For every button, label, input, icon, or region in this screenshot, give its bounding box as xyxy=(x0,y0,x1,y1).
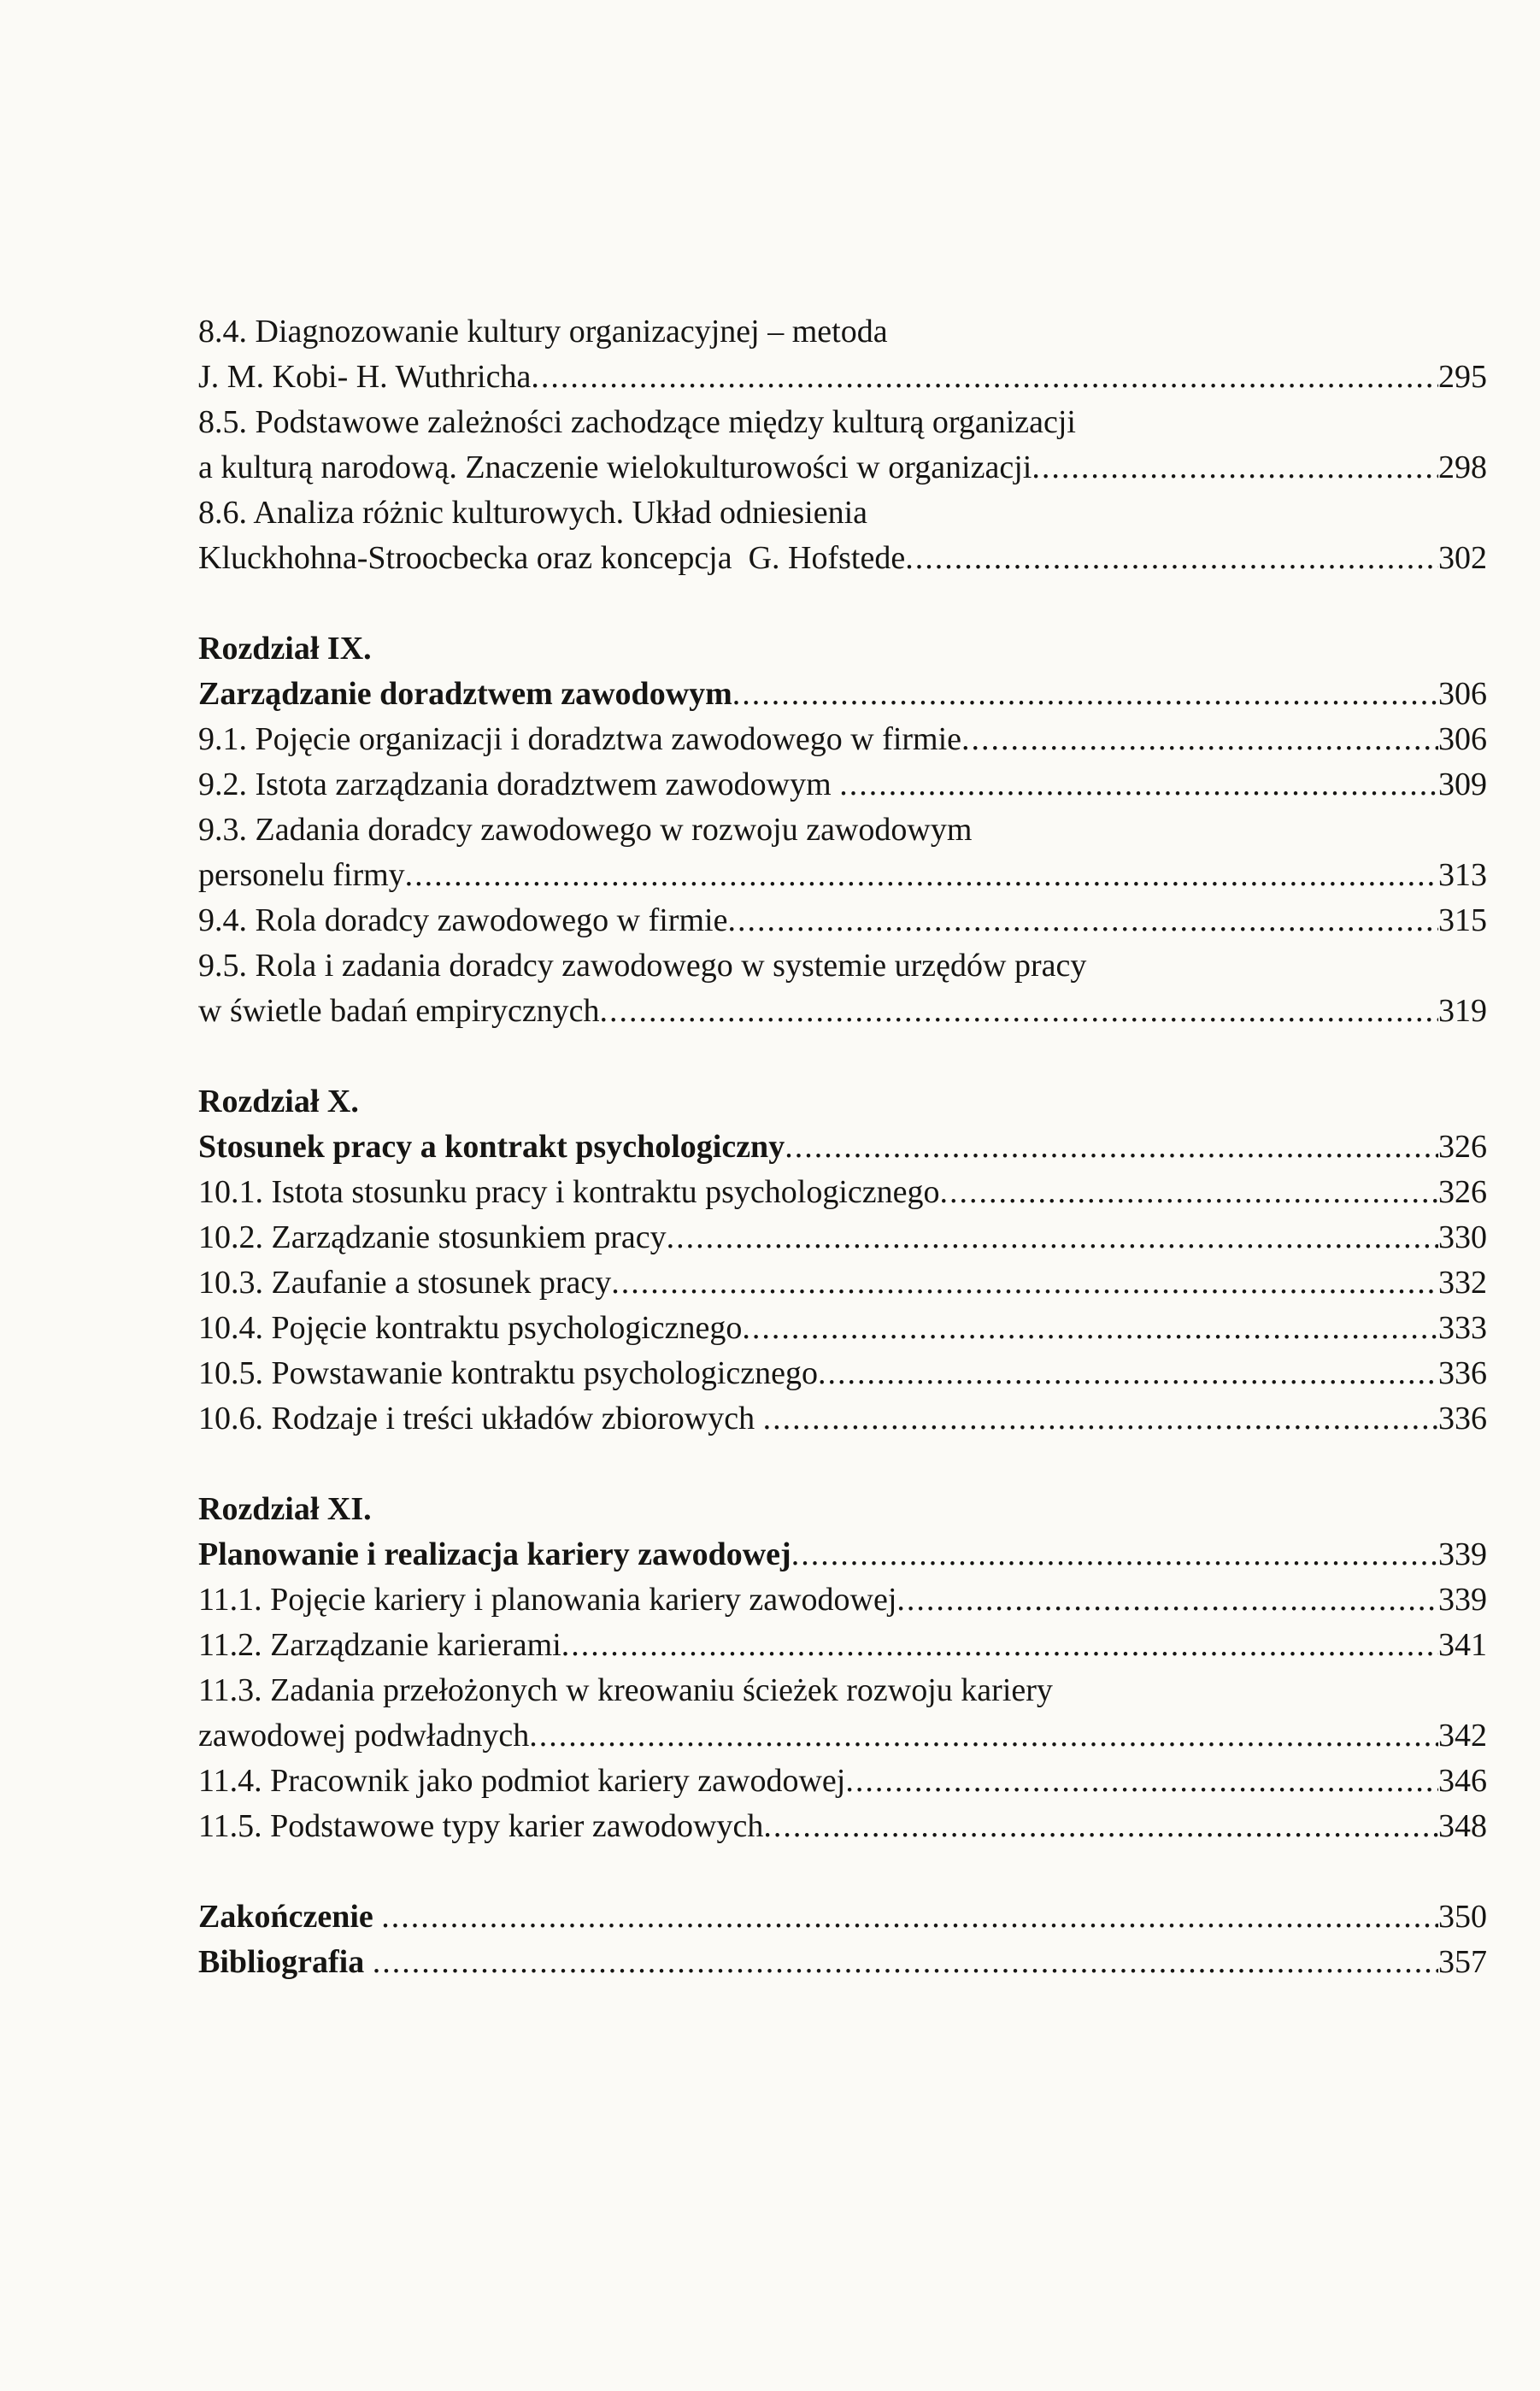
toc-line xyxy=(198,1260,1487,1306)
page-number: 306 xyxy=(1438,721,1487,757)
page-number: 313 xyxy=(1438,857,1487,893)
dot-leader xyxy=(940,1170,1438,1215)
dot-leader xyxy=(381,1895,1438,1940)
page-number: 346 xyxy=(1438,1763,1487,1799)
dot-leader xyxy=(961,717,1438,762)
toc-line xyxy=(198,1170,1487,1215)
toc-line xyxy=(198,1396,1487,1442)
toc-entry-text: Rozdział XI. xyxy=(198,1491,372,1527)
page-number: 350 xyxy=(1438,1899,1487,1935)
toc-entry-text: 10.3. Zaufanie a stosunek pracy xyxy=(198,1265,612,1301)
dot-leader xyxy=(818,1351,1438,1396)
dot-leader xyxy=(373,1940,1438,1985)
page-number: 341 xyxy=(1438,1627,1487,1663)
toc-entry-text: w świetle badań empirycznych xyxy=(198,993,600,1029)
toc-line xyxy=(198,1713,1487,1759)
page-number: 339 xyxy=(1438,1536,1487,1572)
dot-leader xyxy=(763,1804,1438,1849)
toc-line xyxy=(198,1804,1487,1849)
toc-line xyxy=(198,355,1487,400)
toc-entry-text: 10.2. Zarządzanie stosunkiem pracy xyxy=(198,1219,667,1255)
dot-leader xyxy=(791,1532,1438,1577)
dot-leader xyxy=(742,1306,1438,1351)
page-number: 333 xyxy=(1438,1310,1487,1346)
toc-entry-text: 10.4. Pojęcie kontraktu psychologicznego xyxy=(198,1310,743,1346)
page-number: 332 xyxy=(1438,1265,1487,1301)
page-number: 298 xyxy=(1438,449,1487,485)
dot-leader xyxy=(839,762,1438,808)
toc-entry-text: Stosunek pracy a kontrakt psychologiczny xyxy=(198,1129,785,1165)
toc-entry-text: Zakończenie xyxy=(198,1899,382,1935)
toc-entry-text: 11.1. Pojęcie kariery i planowania kariery zawodowej xyxy=(198,1582,897,1618)
page-number: 326 xyxy=(1438,1174,1487,1210)
dot-leader xyxy=(667,1215,1438,1260)
dot-leader xyxy=(727,898,1438,943)
toc-line xyxy=(198,1895,1487,1940)
toc-line xyxy=(198,672,1487,717)
page-number: 326 xyxy=(1438,1129,1487,1165)
dot-leader xyxy=(531,355,1438,400)
dot-leader xyxy=(845,1759,1438,1804)
page-number: 315 xyxy=(1438,902,1487,938)
dot-leader xyxy=(785,1125,1438,1170)
dot-leader xyxy=(405,853,1438,898)
toc-line xyxy=(198,989,1487,1034)
toc-line xyxy=(198,1125,1487,1170)
page-number: 302 xyxy=(1438,540,1487,576)
dot-leader xyxy=(905,536,1438,581)
toc-line xyxy=(198,1306,1487,1351)
toc-line xyxy=(198,445,1487,491)
toc-line xyxy=(198,1487,1487,1532)
toc-line xyxy=(198,536,1487,581)
toc-entry-text: 11.3. Zadania przełożonych w kreowaniu ścieżek rozwoju kariery xyxy=(198,1672,1053,1708)
toc-entry-text: personelu firmy xyxy=(198,857,405,893)
page-number: 330 xyxy=(1438,1219,1487,1255)
toc-entry-text: 9.2. Istota zarządzania doradztwem zawodowym xyxy=(198,767,840,802)
dot-leader xyxy=(732,672,1438,717)
toc-entry-text: Rozdział IX. xyxy=(198,631,372,667)
toc-line xyxy=(198,1215,1487,1260)
toc-entry-text: zawodowej podwładnych xyxy=(198,1718,530,1754)
toc-line xyxy=(198,853,1487,898)
toc-entry-text: 9.3. Zadania doradcy zawodowego w rozwoju zawodowym xyxy=(198,812,973,848)
toc-line xyxy=(198,717,1487,762)
toc-entry-text: 9.4. Rola doradcy zawodowego w firmie xyxy=(198,902,728,938)
toc-line xyxy=(198,1577,1487,1623)
dot-leader xyxy=(561,1623,1438,1668)
toc-entry-text: a kulturą narodową. Znaczenie wielokulturowości w organizacji xyxy=(198,449,1032,485)
toc-line xyxy=(198,309,1487,355)
table-of-contents xyxy=(198,309,1487,1985)
page-number: 336 xyxy=(1438,1401,1487,1436)
toc-entry-text: Zarządzanie doradztwem zawodowym xyxy=(198,676,732,712)
toc-entry-text: Kluckhohna-Stroocbecka oraz koncepcja G. Hofstede xyxy=(198,540,906,576)
toc-line xyxy=(198,491,1487,536)
toc-line xyxy=(198,1623,1487,1668)
page-number: 309 xyxy=(1438,767,1487,802)
toc-entry-text: 8.5. Podstawowe zależności zachodzące między kulturą organizacji xyxy=(198,404,1076,440)
page-number: 348 xyxy=(1438,1808,1487,1844)
toc-entry-text: 10.1. Istota stosunku pracy i kontraktu psychologicznego xyxy=(198,1174,940,1210)
dot-leader xyxy=(763,1396,1438,1442)
toc-entry-text: 10.5. Powstawanie kontraktu psychologicznego xyxy=(198,1355,819,1391)
toc-entry-text: Bibliografia xyxy=(198,1944,373,1980)
toc-entry-text: J. M. Kobi- H. Wuthricha xyxy=(198,359,532,395)
toc-line xyxy=(198,1668,1487,1713)
toc-entry-text: 9.1. Pojęcie organizacji i doradztwa zawodowego w firmie xyxy=(198,721,962,757)
toc-entry-text: 11.5. Podstawowe typy karier zawodowych xyxy=(198,1808,764,1844)
toc-line xyxy=(198,400,1487,445)
page-number: 295 xyxy=(1438,359,1487,395)
dot-leader xyxy=(1032,445,1438,491)
toc-entry-text: Rozdział X. xyxy=(198,1084,359,1119)
toc-entry-text: 8.4. Diagnozowanie kultury organizacyjnej – metoda xyxy=(198,314,888,350)
page-number: 306 xyxy=(1438,676,1487,712)
page-number: 336 xyxy=(1438,1355,1487,1391)
page-number: 339 xyxy=(1438,1582,1487,1618)
toc-line xyxy=(198,1940,1487,1985)
toc-entry-text: Planowanie i realizacja kariery zawodowej xyxy=(198,1536,791,1572)
dot-leader xyxy=(529,1713,1438,1759)
dot-leader xyxy=(896,1577,1438,1623)
toc-line xyxy=(198,1079,1487,1125)
toc-entry-text: 11.4. Pracownik jako podmiot kariery zawodowej xyxy=(198,1763,846,1799)
toc-entry-text: 8.6. Analiza różnic kulturowych. Układ odniesienia xyxy=(198,495,868,531)
toc-line xyxy=(198,1351,1487,1396)
toc-line xyxy=(198,808,1487,853)
dot-leader xyxy=(611,1260,1438,1306)
toc-line xyxy=(198,762,1487,808)
dot-leader xyxy=(600,989,1438,1034)
page-number: 342 xyxy=(1438,1718,1487,1754)
toc-line xyxy=(198,1532,1487,1577)
toc-entry-text: 11.2. Zarządzanie karierami xyxy=(198,1627,561,1663)
toc-line xyxy=(198,898,1487,943)
toc-line xyxy=(198,1759,1487,1804)
page-number: 357 xyxy=(1438,1944,1487,1980)
page-number: 319 xyxy=(1438,993,1487,1029)
toc-line xyxy=(198,943,1487,989)
toc-line xyxy=(198,626,1487,672)
toc-entry-text: 10.6. Rodzaje i treści układów zbiorowych xyxy=(198,1401,763,1436)
toc-entry-text: 9.5. Rola i zadania doradcy zawodowego w systemie urzędów pracy xyxy=(198,948,1087,984)
